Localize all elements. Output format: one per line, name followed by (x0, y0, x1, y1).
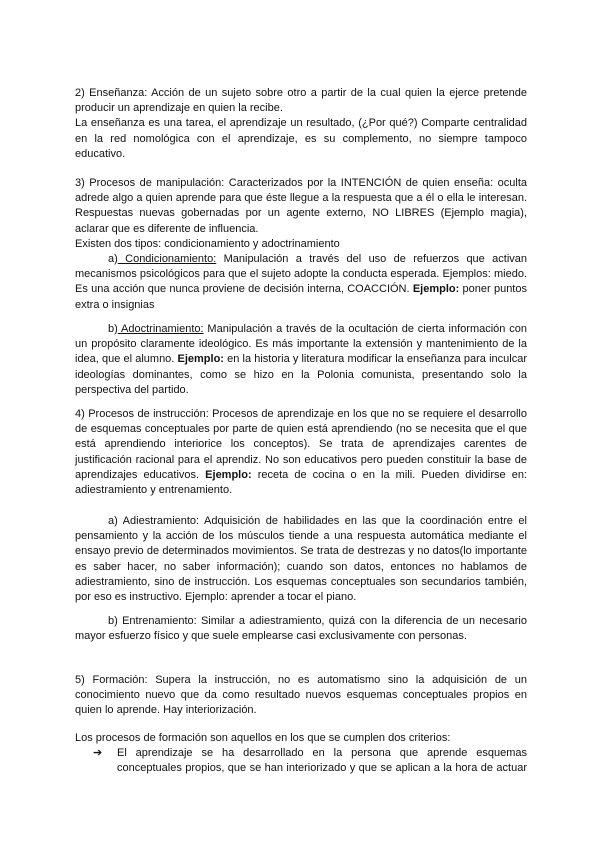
arrow-bullet-icon: ➔ (93, 747, 103, 759)
text-line: está aprendiendo interiorice los conceptos). Se trata de aprendizajes carentes de (75, 438, 527, 451)
section-formacion (75, 673, 527, 719)
section-ensenanza (75, 86, 527, 162)
text-span: Manipulación a través del uso de refuerzos que activan (216, 253, 527, 266)
text-line: El aprendizaje se ha desarrollado en la persona que aprende esquemas (117, 747, 527, 759)
text-line: en la red nomológica con el aprendizaje, es su complemento, no siempre tampoco (75, 132, 527, 145)
text-line (75, 252, 527, 267)
text-span: idea, que el alumno. (75, 353, 178, 366)
example-label: Ejemplo: (412, 283, 460, 296)
text-line: conceptuales propios, que se han interiorizado y que se aplican a la hora de actuar (117, 762, 527, 775)
text-line: extra o insignias (75, 298, 155, 311)
text-line: adiestramiento y entrenamiento. (75, 484, 233, 497)
section-entrenamiento (75, 614, 527, 644)
text-span: receta de cocina o en la mili. Pueden dividirse en: (251, 468, 527, 481)
text-line: b) Entrenamiento: Similar a adiestramiento, quizá con la diferencia de un necesario (108, 615, 527, 627)
text-line: Existen dos tipos: condicionamiento y adoctrinamiento (75, 237, 340, 250)
section-adiestramiento (75, 514, 527, 605)
section-instruccion (75, 407, 527, 498)
text-line: La enseñanza es una tarea, el aprendizaje un resultado, (¿Por qué?) Comparte centralidad (75, 117, 527, 130)
section-adoctrinamiento (75, 322, 527, 398)
text-line: Los procesos de formación son aquellos en los que se cumplen dos criterios: (75, 732, 451, 744)
text-line: conocimiento nuevo que da como resultado nuevos esquemas conceptuales propios en (75, 689, 527, 702)
text-line: quien lo aprende. Hay interiorización. (75, 704, 257, 717)
text-line: 3) Procesos de manipulación: Caracterizados por la INTENCIÓN de quien enseña: oculta (75, 177, 527, 189)
text-line: educativo. (75, 147, 126, 160)
text-line: pensamiento y la acción de los músculos tiende a una respuesta automática mediante el (75, 530, 527, 543)
text-span: en la historia y literatura modificar la enseñanza para inculcar (223, 353, 527, 366)
example-label: Ejemplo: (205, 468, 252, 481)
text-line: perspectiva del partido. (75, 383, 189, 396)
text-line: mayor esfuerzo físico y que suele emplearse casi exclusivamente con personas. (75, 630, 467, 643)
text-line (75, 322, 527, 337)
text-line: ideologías dominantes, como se hizo en la Polonia comunista, presentando solo la (75, 368, 527, 381)
example-label: Ejemplo: (177, 353, 224, 366)
section-manipulacion (75, 176, 527, 313)
text-line: de esquemas conceptuales por parte de quien está aprendiendo (no se necesita que el que (75, 423, 527, 436)
text-line: mecanismos psicológicos para que el sujeto adopte la conducta esperada. Ejemplos: miedo. (75, 268, 527, 281)
text-line: aclarar que es diferente de influencia. (75, 222, 259, 235)
text-line: a) Adiestramiento: Adquisición de habilidades en las que la coordinación entre el (108, 515, 527, 527)
text-line (75, 352, 527, 367)
text-line (75, 468, 527, 483)
text-line: un propósito claramente ideológico. Es más importante la extensión y mantenimiento de la (75, 338, 527, 351)
text-line: es saber hacer, no saber información); cuando son datos, entonces no hablamos de (75, 560, 527, 573)
item-prefix: b) (108, 323, 118, 335)
text-line: 4) Procesos de instrucción: Procesos de aprendizaje en los que no se requiere el desarrollo (75, 408, 527, 420)
text-line (75, 282, 527, 297)
text-line: producir un aprendizaje en quien la recibe. (75, 102, 283, 115)
criterion-text (117, 746, 527, 776)
section-criterios (75, 731, 527, 746)
term-condicionamiento: Condicionamiento: (117, 253, 217, 266)
text-line: 5) Formación: Supera la instrucción, no es automatismo sino la adquisición de un (75, 674, 527, 686)
text-line: adrede algo a quien aprende para que éste llegue a la respuesta que a él o ella le interesan. (75, 192, 527, 205)
text-line: ensayo previo de determinados movimientos. Se trata de destrezas y no datos(lo importante (75, 545, 527, 558)
text-span: poner puntos (459, 283, 527, 296)
text-span: aprendizajes educativos. (75, 468, 206, 481)
text-line: justificación racional para el aprendiz. No son educativos pero pueden constituir la base de (75, 453, 527, 466)
text-line: adiestramiento, sino de instrucción. Los esquemas conceptuales son secundarios también, (75, 575, 527, 588)
term-adoctrinamiento: Adoctrinamiento: (117, 323, 204, 335)
text-line: Respuestas nuevas gobernadas por un agente externo, NO LIBRES (Ejemplo magia), (75, 207, 527, 220)
text-span: Manipulación a través de la ocultación de cierta información con (203, 323, 527, 335)
text-line: por eso es instructivo. Ejemplo: aprender a tocar el piano. (75, 591, 357, 604)
text-span: Es una acción que nunca proviene de decisión interna, COACCIÓN. (75, 283, 413, 296)
criteria-list-item (0, 746, 600, 778)
text-line: 2) Enseñanza: Acción de un sujeto sobre otro a partir de la cual quien la ejerce pretende (75, 87, 527, 99)
item-prefix: a) (108, 253, 118, 266)
